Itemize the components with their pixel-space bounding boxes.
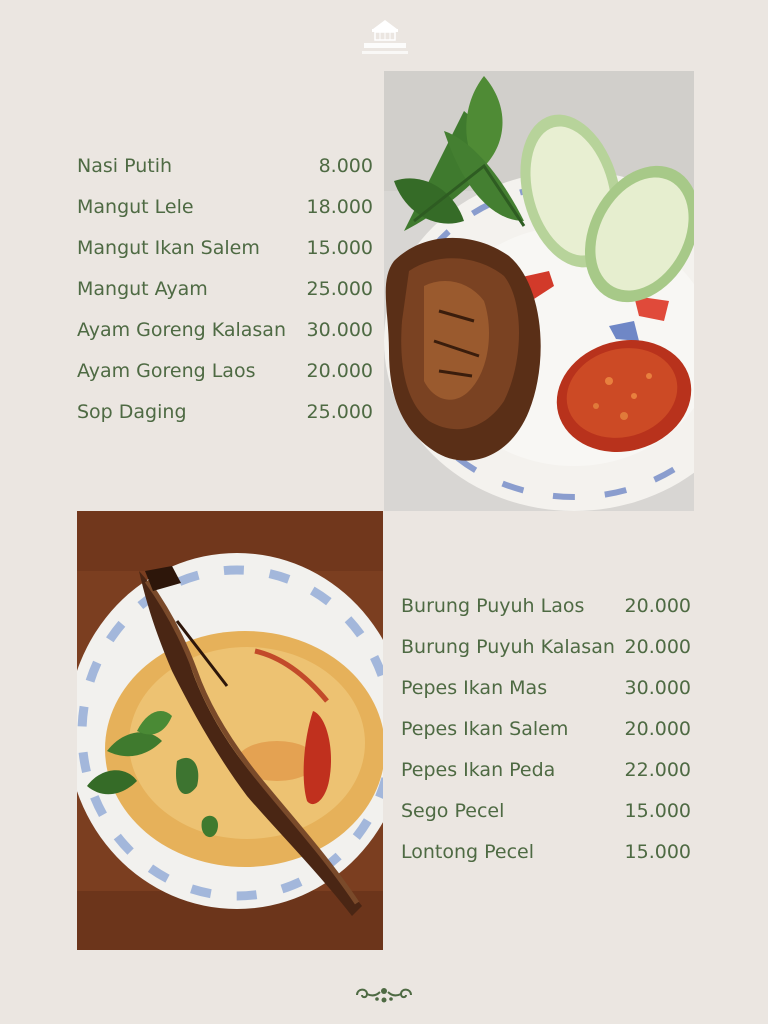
menu-item-name: Burung Puyuh Kalasan: [401, 636, 615, 658]
menu-item-price: 20.000: [624, 636, 691, 658]
food-photo-mangut-lele: [77, 511, 383, 950]
menu-item-name: Burung Puyuh Laos: [401, 595, 585, 617]
menu-item-name: Sop Daging: [77, 401, 187, 423]
menu-item: [77, 319, 373, 349]
menu-item: [77, 401, 373, 431]
menu-item-name: Nasi Putih: [77, 155, 173, 177]
menu-list-left: [77, 155, 373, 445]
menu-item-price: 30.000: [624, 677, 691, 699]
menu-list-right: [401, 595, 691, 885]
menu-item-name: Mangut Lele: [77, 196, 194, 218]
restaurant-logo-icon: [360, 18, 410, 58]
menu-item-name: Ayam Goreng Kalasan: [77, 319, 286, 341]
menu-item-price: 8.000: [318, 155, 373, 177]
menu-item: [77, 278, 373, 308]
floral-ornament-icon: [353, 983, 415, 1005]
menu-item-name: Mangut Ayam: [77, 278, 208, 300]
menu-item: [401, 595, 691, 625]
menu-item-name: Lontong Pecel: [401, 841, 535, 863]
menu-item: [77, 196, 373, 226]
menu-item-price: 15.000: [624, 800, 691, 822]
menu-item: [401, 759, 691, 789]
menu-item-price: 30.000: [306, 319, 373, 341]
menu-item: [77, 237, 373, 267]
menu-item: [401, 718, 691, 748]
menu-item-price: 15.000: [306, 237, 373, 259]
menu-item: [77, 360, 373, 390]
menu-item-name: Sego Pecel: [401, 800, 505, 822]
menu-item-price: 15.000: [624, 841, 691, 863]
menu-item-price: 20.000: [624, 595, 691, 617]
menu-item-price: 20.000: [624, 718, 691, 740]
food-photo-fried-chicken: [384, 71, 694, 511]
menu-item-price: 20.000: [306, 360, 373, 382]
menu-item: [401, 677, 691, 707]
menu-item: [401, 841, 691, 871]
menu-item: [401, 636, 691, 666]
menu-item-name: Pepes Ikan Salem: [401, 718, 569, 740]
menu-item-price: 22.000: [624, 759, 691, 781]
menu-item-price: 25.000: [306, 401, 373, 423]
menu-item-name: Mangut Ikan Salem: [77, 237, 260, 259]
menu-item-name: Pepes Ikan Peda: [401, 759, 556, 781]
menu-item: [77, 155, 373, 185]
menu-item: [401, 800, 691, 830]
menu-item-name: Ayam Goreng Laos: [77, 360, 256, 382]
menu-item-name: Pepes Ikan Mas: [401, 677, 548, 699]
menu-item-price: 25.000: [306, 278, 373, 300]
menu-item-price: 18.000: [306, 196, 373, 218]
